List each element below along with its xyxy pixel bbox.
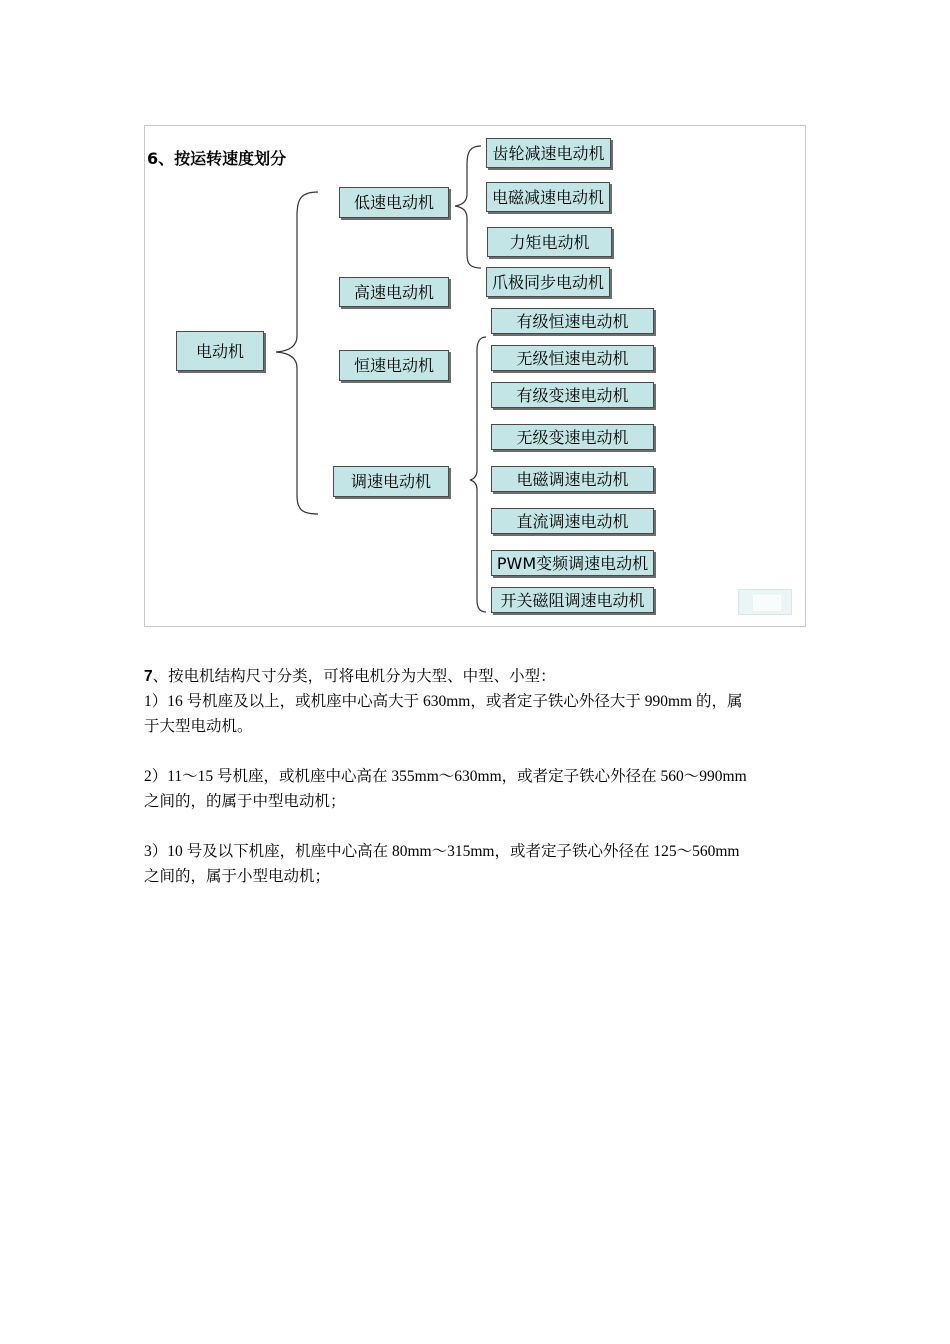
node-regulated-speed: 调速电动机 [333, 466, 449, 497]
node-root: 电动机 [176, 331, 264, 371]
thumbnail-image [738, 589, 792, 615]
item-3-line-1: 3）10 号及以下机座，机座中心高在 80mm～315mm，或者定子铁心外径在 125～560mm [144, 843, 740, 860]
item-2-line-2: 之间的，的属于中型电动机； [144, 793, 346, 810]
node-torque: 力矩电动机 [487, 227, 612, 257]
section-7-heading [144, 664, 809, 689]
item-1-line-2: 于大型电动机。 [144, 718, 253, 735]
node-constant-speed: 恒速电动机 [339, 350, 449, 381]
item-2-line-1: 2）11～15 号机座，或机座中心高在 355mm～630mm，或者定子铁心外径在 560～990mm [144, 768, 747, 785]
item-3-line-2: 之间的，属于小型电动机； [144, 868, 331, 885]
item-1-line-1: 1）16 号机座及以上，或机座中心高大于 630mm，或者定子铁心外径大于 990mm 的，属 [144, 693, 743, 710]
node-em-regulated: 电磁调速电动机 [491, 466, 654, 492]
blank-line [144, 739, 809, 764]
blank-line [144, 814, 809, 839]
node-stepless-constant: 无级恒速电动机 [491, 345, 654, 371]
diagram-title: 6、按运转速度划分 [147, 149, 287, 168]
node-em-reduction: 电磁减速电动机 [486, 182, 610, 212]
node-low-speed: 低速电动机 [339, 187, 449, 218]
node-stepped-constant: 有级恒速电动机 [491, 308, 654, 334]
node-pwm-vfd: PWM变频调速电动机 [491, 550, 654, 576]
node-dc-regulated: 直流调速电动机 [491, 508, 654, 534]
node-gear-reduction: 齿轮减速电动机 [486, 138, 611, 168]
section-7-heading-text: 、按电机结构尺寸分类，可将电机分为大型、中型、小型： [152, 668, 556, 685]
diagram-frame [144, 125, 806, 627]
node-claw-pole-sync: 爪极同步电动机 [486, 267, 610, 297]
node-stepped-variable: 有级变速电动机 [491, 382, 654, 408]
node-high-speed: 高速电动机 [339, 277, 449, 307]
node-stepless-variable: 无级变速电动机 [491, 424, 654, 450]
section-7-number: 7 [144, 668, 153, 685]
node-switched-reluctance: 开关磁阻调速电动机 [491, 587, 654, 613]
section-7-text [144, 664, 809, 889]
thumbnail-inner [753, 595, 781, 611]
